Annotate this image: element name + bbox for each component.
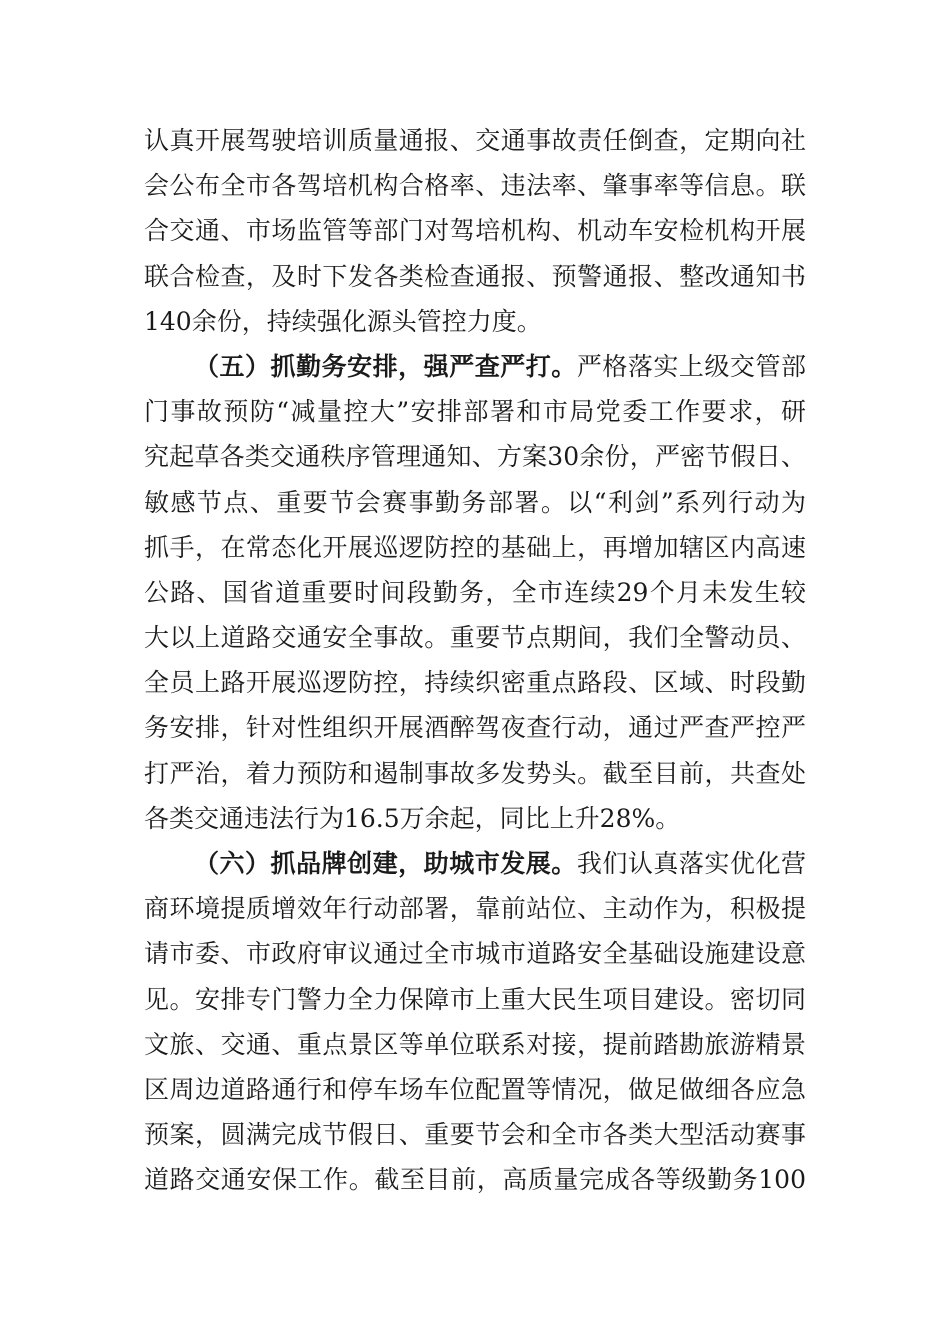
section-5-line: 打严治，着力预防和遏制事故多发势头。截至目前，共查处	[144, 758, 806, 788]
section-6-line: 预案，圆满完成节假日、重要节会和全市各类大型活动赛事	[144, 1120, 806, 1150]
section-6-line: 见。安排专门警力全力保障市上重大民生项目建设。密切同	[144, 984, 806, 1014]
section-5-line: 大以上道路交通安全事故。重要节点期间，我们全警动员、	[144, 623, 806, 653]
section-6-line: 道路交通安保工作。截至目前，高质量完成各等级勤务100	[144, 1165, 806, 1195]
section-6-heading: （六）抓品牌创建，助城市发展。	[194, 849, 577, 878]
section-5-first-line-text: 严格落实上级交管部	[576, 351, 806, 381]
section-5-first-line	[144, 344, 806, 389]
paragraph-line: 140余份，持续强化源头管控力度。	[144, 306, 542, 336]
section-6-line: 商环境提质增效年行动部署，靠前站位、主动作为，积极提	[144, 894, 806, 924]
section-6-first-line-text: 我们认真落实优化营	[576, 849, 806, 878]
section-5-line: 门事故预防“减量控大”安排部署和市局党委工作要求，研	[144, 397, 806, 427]
section-5-line: 抓手，在常态化开展巡逻防控的基础上，再增加辖区内高速	[144, 532, 806, 562]
paragraph-line: 认真开展驾驶培训质量通报、交通事故责任倒查，定期向社	[144, 126, 806, 155]
section-5-heading: （五）抓勤务安排，强严查严打。	[194, 351, 577, 381]
section-5-line: 全员上路开展巡逻防控，持续织密重点路段、区域、时段勤	[144, 668, 806, 698]
section-5-line: 公路、国省道重要时间段勤务，全市连续29个月未发生较	[144, 577, 806, 607]
section-5-line: 各类交通违法行为16.5万余起，同比上升28%。	[144, 803, 681, 833]
paragraph-line: 合交通、市场监管等部门对驾培机构、机动车安检机构开展	[144, 216, 806, 246]
section-6-line: 文旅、交通、重点景区等单位联系对接，提前踏勘旅游精景	[144, 1029, 806, 1059]
paragraph-line: 联合检查，及时下发各类检查通报、预警通报、整改通知书	[144, 261, 806, 291]
paragraph-line: 会公布全市各驾培机构合格率、违法率、肇事率等信息。联	[144, 171, 806, 201]
section-6-line: 区周边道路通行和停车场车位配置等情况，做足做细各应急	[144, 1074, 806, 1104]
document-body	[144, 118, 806, 1203]
section-6-line: 请市委、市政府审议通过全市城市道路安全基础设施建设意	[144, 939, 806, 969]
section-6-first-line	[144, 841, 806, 886]
section-5-line: 敏感节点、重要节会赛事勤务部署。以“利剑”系列行动为	[144, 487, 806, 517]
section-5-line: 务安排，针对性组织开展酒醉驾夜查行动，通过严查严控严	[144, 713, 806, 743]
section-5-line: 究起草各类交通秩序管理通知、方案30余份，严密节假日、	[144, 442, 806, 472]
